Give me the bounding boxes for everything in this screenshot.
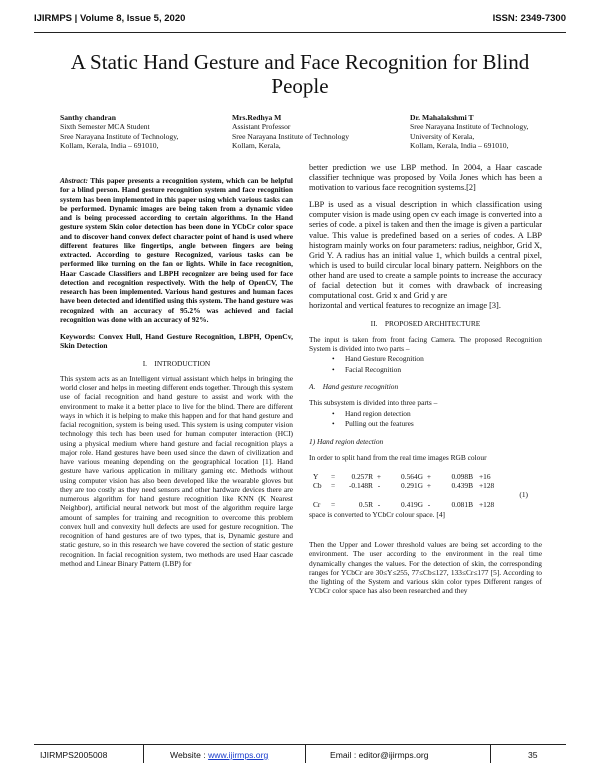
- bullet-list: [309, 354, 542, 375]
- list-item: • Hand region detection: [345, 409, 542, 420]
- paragraph: In order to split hand from the real time images RGB colour: [309, 452, 487, 462]
- subsection-heading-hand-gesture: A. Hand gesture recognition: [309, 382, 399, 392]
- equation-row: Y = 0.257R + 0.564G + 0.098B +16: [313, 472, 491, 482]
- author-line: Sixth Semester MCA Student: [60, 122, 150, 132]
- author-line: Kollam, Kerala,: [232, 140, 281, 150]
- author-line: Kollam, Kerala, India – 691010,: [60, 140, 159, 150]
- left-column: [60, 176, 293, 568]
- paragraph: better prediction we use LBP method. In 2004, a Haar cascade classifier technique was proposed by Voila Jones which has been a motivation to various face recognition systems.[2]: [309, 163, 542, 193]
- list-item: • Pulling out the features: [345, 419, 542, 430]
- paragraph: Then the Upper and Lower threshold values are being set according to the environment. The user according to the environment in the real time dynamically changes the values. For the detection of skin, the corresponding ranges for YCbCr are 30≤Y≤255, 77≤Cb≤127, 133≤Cr≤177 [5]. According to the lighting of the System and various skin color types Different ranges of YCbCr color space has also been researched and they: [309, 540, 542, 596]
- header-rule: [34, 32, 566, 33]
- equation-number-row: [313, 490, 528, 499]
- abstract: [60, 176, 293, 324]
- author-block-2: [232, 113, 349, 150]
- section-heading-architecture: II. PROPOSED ARCHITECTURE: [370, 319, 481, 329]
- footer-separator: [305, 745, 306, 763]
- subsection-heading-hand-region: 1) Hand region detection: [309, 436, 384, 446]
- author-block-1: [60, 113, 178, 150]
- footer-separator: [490, 745, 491, 763]
- list-item: • Hand Gesture Recognition: [345, 354, 542, 365]
- author-block-3: [410, 113, 528, 150]
- author-line: Assistant Professor: [232, 122, 291, 132]
- paragraph: This subsystem is divided into three parts –: [309, 398, 438, 408]
- equation-row: Cr = 0.5R - 0.419G - 0.081B +128: [313, 499, 495, 509]
- abstract-label: Abstract:: [60, 176, 88, 185]
- abstract-text: This paper presents a recognition system, which can be helpful for a blind person. Hand gesture recognition system and face recognition system has been implemented in this paper using which various tasks can be performed. Dynamic images are being taken from a dynamic video and is being processed according to certain algorithms. In the Hand gesture system Skin color detection has been done in YCbCr color space and to discover hand convex defect character point of hand is used where different features like fingertips, angle between fingers are being extracted. According to gesture Recognized, various tasks can be performed like turning on the fan or lights. While in face recognition, Haar Cascade Classifiers and LBPH recognizer are being used for face detection and recognition respectively. With the help of OpenCV, The research has been implemented. Various hand gestures and human faces have been detected and identified using this system. The hand gesture was recognized with an accuracy of 95.2% was achieved and facial recognition was done with an accuracy of 92%.: [60, 176, 293, 324]
- page-number: 35: [528, 750, 538, 760]
- keywords: Keywords: Convex Hull, Hand Gesture Recognition, LBPH, OpenCv, Skin Detection: [60, 332, 293, 351]
- footer-email: Email : editor@ijirmps.org: [330, 750, 429, 760]
- equation-number: (1): [519, 490, 528, 500]
- equation-ycbcr: [313, 472, 528, 509]
- equation-row: Cb = -0.148R - 0.291G + 0.439B +128: [313, 481, 495, 491]
- author-line: Sree Narayana Institute of Technology,: [410, 122, 529, 132]
- paper-title: A Static Hand Gesture and Face Recognition for Blind People: [70, 50, 530, 98]
- footer-website: [170, 750, 268, 760]
- author-name: Santhy chandran: [60, 113, 116, 122]
- paragraph: The input is taken from front facing Camera. The proposed Recognition System is divided into two parts –: [309, 334, 542, 353]
- footer-paper-id: IJIRMPS2005008: [40, 750, 108, 760]
- issn-header: ISSN: 2349-7300: [492, 13, 566, 24]
- section-heading-introduction: I. INTRODUCTION: [142, 358, 211, 368]
- paragraph: horizontal and vertical features to recognize an image [3].: [309, 301, 501, 311]
- author-line: Kollam, Kerala, India – 691010,: [410, 140, 509, 150]
- website-link[interactable]: www.ijirmps.org: [208, 750, 269, 760]
- footer-separator: [143, 745, 144, 763]
- author-line: Sree Narayana Institute of Technology,: [60, 131, 179, 141]
- author-name: Dr. Mahalakshmi T: [410, 113, 474, 122]
- author-line: University of Kerala,: [410, 131, 475, 141]
- author-line: Sree Narayana Institute of Technology: [232, 131, 349, 141]
- author-name: Mrs.Redhya M: [232, 113, 282, 122]
- paragraph: LBP is used as a visual description in which classification using computer vision is made using open cv each image is converted into a series of code. a pixel is taken and then the image is given a particular value. This value is predefined based on a series of codes. A LBP histogram mainly works on four parameters: radius, neighbor, Grid X, Grid Y. A radius has an initial value 1, which builds a central pixel, which is used to build circular local binary pattern. Neighbors on the other hand are used to create a sample points to increase the accuracy of facial detection but it comes with drawback of increasing computational cost. Grid x and Grid y are: [309, 200, 542, 301]
- paragraph: space is converted to YCbCr colour space. [4]: [309, 509, 445, 519]
- list-item: • Facial Recognition: [345, 365, 542, 376]
- bullet-list: [309, 409, 542, 430]
- right-column: [309, 163, 542, 596]
- introduction-text: This system acts as an Intelligent virtual assistant which helps in bringing the world closer and helps in meeting different ends together. Through this system use of facial recognition and hand gesture to assist and work with the environment to make it a better place to live for the blind. There are different ways in which it is helping to make this happen and for that hand gesture and facial recognition, system is being used. This system is using computer vision technology this tech has been used for human computer interaction (HCI) using a physical medium where hand gesture and facial recognition plays a major role. Hand gestures have been used since the dawn of civilization and have various meaning depending on the geographical location [1]. Hand gesture have various application in military gaming etc. Methods without using computer vision has also been developed like the wearable gloves but they are too costly as they need sensors and other hardware devices there are numerous algorithm for hand gesture recognition like KNN (K Nearest Neighbor), artificial neural network but most of the algorithm require large amount of samples for training and recognition to overcome this problem convex hull and convexity hull defects are used for gesture recognition. The recognition of hand gestures are of two types, that is, Dynamic gesture and static gesture, so in this research we have covered the section of static gesture recognition. In facial recognition system, two methods are used Haar cascade method and Linear Binary Pattern (LBP) for: [60, 373, 293, 568]
- journal-header: IJIRMPS | Volume 8, Issue 5, 2020: [34, 13, 186, 24]
- footer-website-label: Website :: [170, 750, 209, 760]
- footer-rule: [34, 744, 566, 745]
